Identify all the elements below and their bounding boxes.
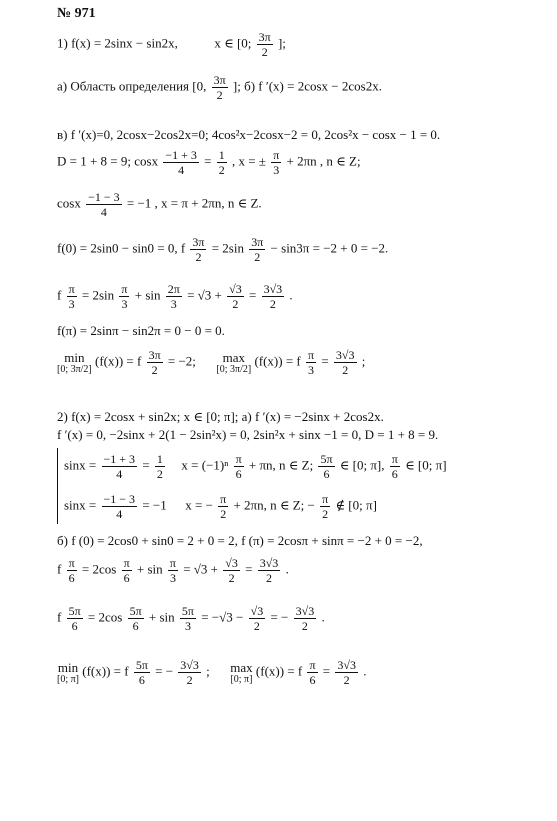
line-function-1 (57, 30, 286, 59)
line-values-6 (57, 604, 325, 633)
denominator: 2 (342, 363, 349, 377)
text: = 2cos (87, 609, 123, 625)
text: (f(x)) = f (255, 663, 303, 679)
text: f (57, 561, 62, 577)
fraction (147, 348, 163, 377)
min-operator (57, 351, 92, 375)
denominator: 4 (116, 467, 123, 481)
line-min-max-1 (57, 348, 365, 377)
numerator: 3π (213, 73, 226, 87)
line-values-5 (57, 556, 289, 585)
fraction (190, 235, 206, 264)
numerator: √3 (250, 604, 264, 618)
text: (f(x)) = f (254, 353, 301, 369)
numerator: 2π (167, 282, 180, 296)
fraction (294, 604, 317, 633)
denominator: 4 (100, 205, 107, 219)
text: ∈ [0; π] (405, 457, 447, 473)
text: + sin (148, 609, 175, 625)
text: x ∈ [0; (214, 35, 252, 51)
denominator: 3 (169, 571, 176, 585)
numerator: 1 (156, 452, 163, 466)
numerator: 3√3 (337, 658, 356, 672)
text: x = (−1)ⁿ (181, 457, 229, 473)
max-interval: [0; π] (230, 673, 253, 685)
denominator: 2 (151, 363, 158, 377)
text: = −1 (142, 497, 167, 513)
denominator: 4 (116, 507, 123, 521)
text: sinx = (64, 457, 97, 473)
text: ∉ [0; π] (335, 497, 377, 513)
numerator: −1 + 3 (103, 452, 136, 466)
text: x = − (185, 497, 213, 513)
denominator: 3 (121, 297, 128, 311)
text: ]; (277, 35, 286, 51)
line-values-4 (57, 534, 423, 547)
text: = 2cos (81, 561, 117, 577)
fraction (262, 282, 285, 311)
text: 2) f(x) = 2cosx + sin2x; x ∈ [0; π]; а) f ′(x) = −2sinx + 2cos2x. (57, 409, 384, 424)
denominator: 6 (138, 673, 145, 687)
fraction (67, 556, 77, 585)
denominator: 2 (269, 297, 276, 311)
numerator: 5π (68, 604, 81, 618)
denominator: 2 (195, 250, 202, 264)
fraction (119, 282, 129, 311)
fraction (249, 604, 266, 633)
text: D = 1 + 8 = 9; cosx (57, 153, 159, 169)
denominator: 6 (235, 467, 242, 481)
denominator: 2 (266, 571, 273, 585)
min-interval: [0; 3π/2] (57, 363, 92, 375)
denominator: 6 (323, 467, 330, 481)
line-sin-root-2 (64, 492, 377, 521)
fraction (178, 658, 201, 687)
text: − sin3π = −2 + 0 = −2. (270, 240, 389, 256)
fraction (212, 73, 228, 102)
text: f (57, 287, 62, 303)
text: ∈ [0; π], (339, 457, 385, 473)
fraction (102, 452, 138, 481)
denominator: 2 (261, 45, 268, 59)
fraction (155, 452, 165, 481)
numerator: 3π (148, 348, 161, 362)
text: . (321, 609, 325, 625)
fraction (335, 658, 358, 687)
text: = √3 + (187, 287, 222, 303)
denominator: 2 (232, 297, 239, 311)
text: = −2; (167, 353, 196, 369)
text: + 2πn , n ∈ Z; (286, 153, 361, 169)
denominator: 3 (273, 163, 280, 177)
line-min-max-2 (57, 658, 366, 687)
text: б) f (0) = 2cos0 + sin0 = 2 + 0 = 2, f (π) = 2cosπ + sinπ = −2 + 0 = −2, (57, 533, 423, 548)
denominator: 2 (254, 250, 261, 264)
fraction (166, 282, 182, 311)
text: = − (155, 663, 174, 679)
line-cos-root-2 (57, 190, 262, 219)
line-cos-root-1 (57, 148, 361, 177)
denominator: 3 (184, 619, 191, 633)
text: = (204, 153, 212, 169)
text: + sin (136, 561, 163, 577)
numerator: 3√3 (259, 556, 279, 570)
denominator: 2 (322, 507, 329, 521)
text: ; (361, 353, 366, 369)
fraction (334, 348, 357, 377)
max-label: max (230, 659, 253, 675)
numerator: π (309, 658, 316, 672)
fraction (257, 30, 273, 59)
numerator: −1 + 3 (165, 148, 197, 162)
fraction (180, 604, 196, 633)
text: ; (206, 663, 210, 679)
numerator: π (308, 348, 315, 362)
text: sinx = (64, 497, 97, 513)
fraction (163, 148, 199, 177)
denominator: 3 (308, 363, 315, 377)
text: + sin (134, 287, 161, 303)
numerator: −1 − 3 (88, 190, 120, 204)
min-operator (57, 661, 79, 685)
text: = (248, 287, 257, 303)
denominator: 6 (123, 571, 130, 585)
denominator: 2 (218, 163, 225, 177)
denominator: 2 (301, 619, 308, 633)
fraction (102, 492, 138, 521)
numerator: 3√3 (335, 348, 355, 362)
text: а) Область определения [0, (57, 78, 207, 94)
min-label: min (64, 349, 85, 365)
text: (f(x)) = f (95, 353, 142, 369)
min-label: min (57, 659, 79, 675)
fraction (249, 235, 265, 264)
numerator: π (121, 282, 128, 296)
numerator: 3√3 (263, 282, 283, 296)
fraction (217, 148, 227, 177)
system-bracket (57, 448, 58, 524)
numerator: 3π (192, 235, 205, 249)
line-derivative-eq-2 (57, 428, 438, 441)
fraction (218, 492, 228, 521)
text: , x = ± (231, 153, 266, 169)
numerator: 5π (181, 604, 194, 618)
text: (f(x)) = f (82, 663, 129, 679)
numerator: π (169, 556, 176, 570)
numerator: π (273, 148, 280, 162)
line-values-3 (57, 324, 225, 337)
numerator: π (322, 492, 329, 506)
numerator: 3π (258, 30, 271, 44)
text: = (142, 457, 150, 473)
fraction (307, 658, 317, 687)
text: f(0) = 2sin0 − sin0 = 0, f (57, 240, 186, 256)
min-interval: [0; π] (57, 673, 79, 685)
max-interval: [0; 3π/2] (216, 363, 252, 375)
max-label: max (222, 349, 245, 365)
numerator: 3√3 (180, 658, 199, 672)
numerator: 5π (320, 452, 333, 466)
text: cosx (57, 195, 81, 211)
fraction (168, 556, 178, 585)
fraction (306, 348, 316, 377)
text: ]; б) f ′(x) = 2cosx − 2cos2x. (232, 78, 382, 94)
line-derivative-eq (57, 128, 440, 141)
denominator: 6 (309, 673, 316, 687)
text: = (322, 663, 331, 679)
denominator: 4 (178, 163, 185, 177)
numerator: π (220, 492, 227, 506)
fraction (223, 556, 240, 585)
denominator: 3 (68, 297, 75, 311)
fraction (318, 452, 334, 481)
numerator: √3 (225, 556, 238, 570)
denominator: 6 (391, 467, 398, 481)
fraction (128, 604, 144, 633)
numerator: 1 (218, 148, 225, 162)
fraction (67, 604, 83, 633)
numerator: −1 − 3 (103, 492, 136, 506)
denominator: 6 (132, 619, 139, 633)
numerator: 3√3 (295, 604, 315, 618)
text: f (57, 609, 62, 625)
denominator: 2 (216, 88, 223, 102)
numerator: π (68, 282, 75, 296)
numerator: 5π (129, 604, 142, 618)
text: = (245, 561, 253, 577)
text: 1) f(x) = 2sinx − sin2x, (57, 35, 178, 51)
text: = − (270, 609, 289, 625)
numerator: √3 (229, 282, 242, 296)
max-operator (216, 351, 251, 375)
line-domain (57, 73, 382, 102)
denominator: 6 (68, 571, 75, 585)
fraction (271, 148, 281, 177)
text: в) f ′(x)=0, 2cosx−2cos2x=0; 4cos²x−2cosx−2 = 0, 2cos²x − cosx − 1 = 0. (57, 127, 441, 142)
fraction (67, 282, 77, 311)
text: . (363, 663, 367, 679)
denominator: 2 (186, 673, 193, 687)
fraction (390, 452, 400, 481)
fraction (258, 556, 281, 585)
line-function-2 (57, 410, 384, 423)
numerator: π (123, 556, 130, 570)
text: = −√3 − (201, 609, 244, 625)
text: = (321, 353, 329, 369)
denominator: 2 (156, 467, 163, 481)
numerator: 5π (135, 658, 148, 672)
fraction (122, 556, 132, 585)
line-values-1 (57, 235, 388, 264)
text: = 2sin (81, 287, 115, 303)
numerator: π (391, 452, 398, 466)
denominator: 2 (343, 673, 350, 687)
line-sin-root-1 (64, 452, 447, 481)
text: = −1 , x = π + 2πn, n ∈ Z. (126, 195, 262, 211)
denominator: 6 (71, 619, 78, 633)
problem-number: № 971 (57, 6, 96, 21)
fraction (134, 658, 150, 687)
text: f(π) = 2sinπ − sin2π = 0 − 0 = 0. (57, 323, 225, 338)
text: . (289, 287, 293, 303)
fraction (227, 282, 244, 311)
denominator: 2 (220, 507, 227, 521)
max-operator (230, 661, 252, 685)
text: = √3 + (183, 561, 219, 577)
text: = 2sin (211, 240, 244, 256)
text: f ′(x) = 0, −2sinx + 2(1 − 2sin²x) = 0, 2sin²x + sinx −1 = 0, D = 1 + 8 = 9. (57, 427, 439, 442)
line-values-2 (57, 282, 293, 311)
denominator: 2 (253, 619, 260, 633)
numerator: π (68, 556, 75, 570)
text: + πn, n ∈ Z; (248, 457, 314, 473)
denominator: 2 (228, 571, 235, 585)
text: + 2πn, n ∈ Z; − (233, 497, 315, 513)
text: . (285, 561, 289, 577)
numerator: π (235, 452, 242, 466)
fraction (86, 190, 122, 219)
denominator: 3 (170, 297, 177, 311)
numerator: 3π (251, 235, 264, 249)
fraction (234, 452, 244, 481)
fraction (320, 492, 330, 521)
